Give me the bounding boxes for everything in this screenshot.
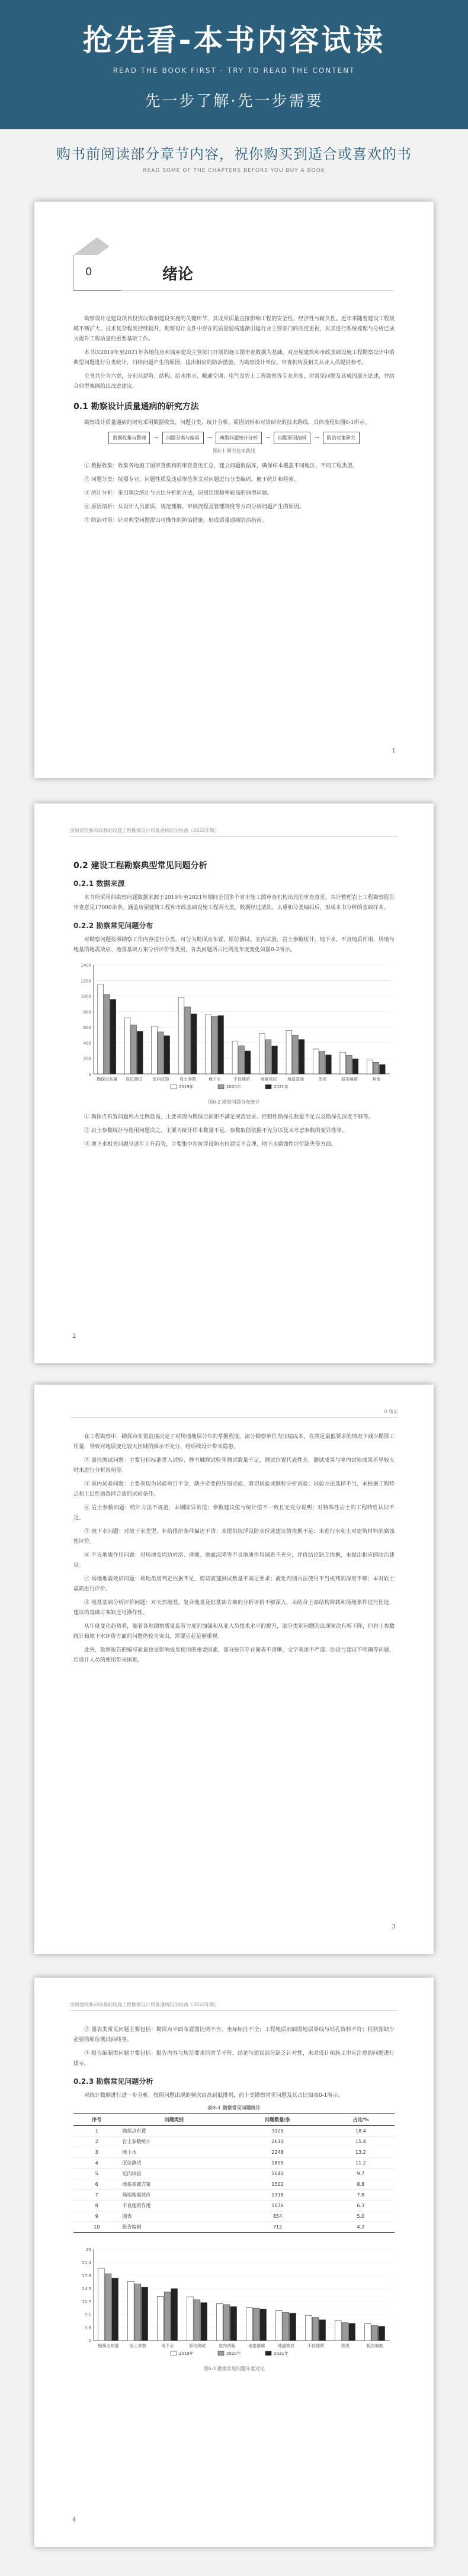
bar [352, 1059, 358, 1074]
y-tick-label: 800 [83, 1009, 91, 1015]
table-cell: 3 [73, 2147, 120, 2158]
x-tick-label: 地基基础 [248, 2344, 265, 2348]
running-head: 房屋建筑和市政基础设施工程勘察设计质量通病防治指南（2022年版） [70, 827, 398, 837]
chart-2-container [73, 2243, 395, 2362]
table-cell: 1640 [228, 2169, 326, 2179]
paragraph: 勘察设计是建设项目投资决策和建设实施的关键环节，其成果质量直接影响工程的安全性、经济性与耐久性。近年来随着建设工程规模不断扩大、技术复杂程度持续提升，勘察设计文件中存在的质量通病逐渐引起行业主管部门的高度重视，对其进行系统梳理与分析已成为提升工程质量的重要基础工作。 [73, 316, 395, 342]
y-tick-label: 1400 [81, 963, 91, 968]
legend-swatch [171, 2351, 177, 2355]
page-number: 2 [72, 1333, 76, 1340]
list-paragraph: ② 岩土参数统计与选用问题次之，主要为统计样本数量不足、参数取值依据不充分以及未考虑参数的变异性等。 [84, 1128, 347, 1134]
preview-banner [0, 0, 468, 129]
bar [211, 1016, 217, 1074]
x-tick-label: 地震效应 [260, 1077, 277, 1082]
table-cell: 11.2 [327, 2158, 395, 2169]
bar [158, 1032, 164, 1074]
bar [259, 1034, 265, 1074]
page4-content [73, 2025, 395, 2379]
flow-step: 防治对策研究 [323, 432, 360, 444]
y-tick-label: 21.4 [82, 2261, 91, 2265]
chapter-title: 绪论 [162, 266, 194, 283]
table-row [73, 2158, 395, 2169]
bar [178, 997, 184, 1074]
intro-text-en: READ SOME OF THE CHAPTERS BEFORE YOU BUY A BOOK [143, 168, 325, 174]
bar [335, 2321, 342, 2341]
table-cell: 7 [73, 2190, 120, 2201]
bar [230, 2307, 237, 2341]
paragraph: 对勘察问题按照勘察工作内容进行分类，可分为勘探点布置、原位测试、室内试验、岩土参数统计、地下水、不良地质作用、场地与地基的地震效应、地基基础方案分析评价等类别，各类问题所占比例及年度变化如图0-2所示。 [73, 937, 395, 953]
table-cell: 6 [73, 2179, 120, 2190]
table-cell: 1 [73, 2126, 120, 2137]
bar [124, 1018, 130, 1074]
paragraph: ③ 报告编制类问题主要包括：报告内容与规范要求的章节不符，结论与建议部分缺乏针对性，未对设计和施工中应注意的问题进行提示。 [73, 2051, 395, 2067]
bar [206, 1015, 211, 1074]
table-row [73, 2169, 395, 2179]
legend-label: 2021年 [274, 2351, 289, 2356]
bar [112, 2278, 118, 2341]
table-cell: 18.4 [327, 2126, 395, 2137]
bar [152, 1026, 158, 1074]
table-cell: 报告编制 [120, 2222, 228, 2233]
figure-caption: 图0-1 研究技术路线 [213, 448, 255, 454]
paragraph: 本书以2019年至2021年各地住房和城乡建设主管部门开展的施工图审查数据为基础，对房屋建筑和市政基础设施工程勘察设计中的典型问题进行分类统计，归纳问题产生的原因，提出相应的防治措施，为勘察设计单位、审查机构及相关从业人员提供参考。 [73, 350, 395, 366]
x-tick-label: 报告编制 [341, 1077, 358, 1082]
bar [232, 1041, 238, 1074]
paragraph: 对统计数据进行进一步分析，按照问题出现的频次由高到低排列，前十类勘察常见问题及其占比如表0-1所示。 [84, 2093, 344, 2099]
bar [373, 1062, 379, 1074]
table-row [73, 2201, 395, 2211]
page-number: 1 [392, 748, 396, 754]
bar [191, 1014, 197, 1074]
bar [171, 2289, 178, 2341]
paragraph: ② 原位测试问题：主要包括标准贯入试验、静力触探试验等测试数量不足，测试位置代表性差，测试成果与室内试验成果差异较大时未进行分析说明等。 [73, 1458, 395, 1474]
table-cell: 5 [73, 2169, 120, 2179]
y-tick-label: 10.7 [82, 2300, 91, 2304]
table-cell: 854 [228, 2211, 326, 2222]
flow-step: 数据收集与整理 [108, 432, 150, 444]
x-tick-label: 图表 [318, 1077, 327, 1082]
x-tick-label: 不良地质 [307, 2344, 324, 2348]
bar [104, 994, 110, 1074]
x-tick-label: 岩土参数 [130, 2344, 146, 2348]
paragraph: ④ 岩土参数问题：统计方法不规范，未剔除异常值；参数建议值与统计值不一致且无充分说明；对特殊性岩土的工程特性认识不足。 [73, 1505, 395, 1521]
paragraph: ⑧ 地基基础分析评价问题：对天然地基、复合地基及桩基础方案的分析评价不够深入，未结合上部结构荷载和场地条件进行比选，建议的基础方案缺乏可操作性。 [73, 1600, 395, 1616]
arrow-right-icon: → [265, 435, 271, 441]
bar [128, 2281, 134, 2341]
paragraph: 全书共分为六章，分别从建筑、结构、给水排水、暖通空调、电气及岩土工程勘察等专业角度，对常见问题及其成因展开论述，并结合典型案例给出改进建议。 [73, 374, 395, 390]
x-tick-label: 勘探点布置 [98, 2344, 119, 2348]
bar [379, 2326, 385, 2341]
book-page-2 [34, 804, 434, 1363]
x-tick-label: 不良地质 [233, 1077, 250, 1082]
bar [246, 2308, 253, 2341]
paragraph: ⑦ 场地地震效应问题：场地类别判定依据不足，剪切波速测试数量不满足要求；液化判别方法使用不当或判别深度不够；未对软土震陷进行评价。 [73, 1576, 395, 1592]
y-tick-label: 1000 [81, 994, 91, 999]
x-tick-label: 其他 [372, 1077, 381, 1082]
bar [194, 2300, 200, 2341]
bar [293, 1035, 299, 1074]
running-head: 房屋建筑和市政基础设施工程勘察设计质量通病防治指南（2022年版） [70, 2001, 398, 2011]
subsection-title: 0.2.3 勘察常见问题分析 [73, 2077, 153, 2086]
y-tick-label: 17.9 [82, 2274, 91, 2278]
chapter-header [73, 237, 393, 302]
list-paragraph: ③ 地下水相关问题呈逐年上升趋势，主要集中在抗浮设防水位建议不合理、地下水腐蚀性评价缺失等方面。 [84, 1142, 336, 1147]
paragraph: ⑥ 不良地质作用问题：对场地及周边岩溶、滑坡、地面沉降等不良地质作用调查不充分，评价结论缺乏依据，未提出相应的防治建议。 [73, 1552, 395, 1568]
intro [0, 142, 468, 174]
bar [313, 1049, 319, 1074]
table-header-cell: 序号 [73, 2114, 120, 2126]
paragraph: ② 图表类常见问题主要包括：勘探点平面布置图比例不当、坐标标注不全；工程地质剖面图地层界线与钻孔资料不符；柱状图缺少必要的原位测试曲线等。 [73, 2027, 395, 2043]
table-cell: 5.0 [327, 2211, 395, 2222]
bar [380, 1064, 386, 1074]
legend-label: 2021年 [274, 1085, 289, 1089]
table-cell: 8.8 [327, 2179, 395, 2190]
section-title: 0.1 勘察设计质量通病的研究方法 [73, 402, 199, 412]
flow-step: 问题原因剖析 [274, 432, 310, 444]
paragraph: ⑤ 地下水问题：对地下水类型、补给排泄条件描述不清；未提供抗浮设防水位或建议值依据不足；未进行水和土对建筑材料的腐蚀性评价。 [73, 1529, 395, 1545]
table-cell: 2248 [228, 2147, 326, 2158]
table-cell: 6.3 [327, 2201, 395, 2211]
book-page-1 [34, 202, 434, 778]
bar [223, 2305, 230, 2341]
section-title: 0.2 建设工程勘察典型常见问题分析 [73, 861, 207, 871]
legend-swatch [265, 2351, 271, 2355]
table-body [73, 2126, 395, 2233]
banner-title: 抢先看-本书内容试读 [82, 23, 386, 58]
banner-subtitle-cn: 先一步了解·先一步需要 [145, 93, 323, 110]
flow-diagram [73, 432, 395, 444]
bar [299, 1040, 304, 1074]
paragraph: 在工程勘察中，勘探点布置直接决定了对场地地层分布的掌握程度。部分勘察单位为压缩成本，在满足最低要求的情况下减少勘探工作量，导致对地层变化较大区域的揭示不充分，给后续设计带来隐患。 [73, 1434, 395, 1450]
table-cell: 1502 [228, 2179, 326, 2190]
table-header-cell: 占比/% [327, 2114, 395, 2126]
table-cell: 岩土参数统计 [120, 2137, 228, 2147]
subsection-title: 0.2.1 数据来源 [73, 879, 125, 888]
legend-label: 2020年 [226, 2351, 241, 2356]
chapter-number-frame [73, 255, 121, 291]
table-cell: 原位测试 [120, 2158, 228, 2169]
bar [347, 1055, 352, 1074]
table-row [73, 2126, 395, 2137]
y-tick-label: 0 [88, 1072, 91, 1077]
bar [265, 1040, 271, 1074]
bar [105, 2274, 111, 2341]
bar [131, 1025, 137, 1074]
table-cell: 13.2 [327, 2147, 395, 2158]
table-cell: 室内试验 [120, 2169, 228, 2179]
bar [283, 2313, 289, 2341]
x-tick-label: 地下水 [209, 1077, 222, 1082]
bar [98, 2268, 105, 2341]
table-cell: 9 [73, 2211, 120, 2222]
x-tick-label: 图表 [341, 2344, 350, 2348]
table-header-row [73, 2114, 395, 2126]
bar [158, 2296, 164, 2341]
bar [340, 1052, 346, 1074]
paragraph: 勘察设计质量通病的研究采用数据收集、问题分类、统计分析、原因剖析和对策研究的技术路线，具体流程如图0-1所示。 [84, 420, 370, 426]
bar [239, 1046, 245, 1074]
y-tick-label: 400 [83, 1041, 91, 1046]
bar [367, 1060, 373, 1074]
table-header-cell: 问题数量/条 [228, 2114, 326, 2126]
legend-label: 2019年 [179, 2351, 194, 2356]
bar [185, 1007, 191, 1074]
figure-caption: 图0-3 勘察常见问题年度对比 [203, 2366, 265, 2371]
table-cell: 15.4 [327, 2137, 395, 2147]
table-cell: 8 [73, 2201, 120, 2211]
bar [218, 1016, 224, 1074]
flow-step: 典型问题统计分析 [216, 432, 262, 444]
y-tick-label: 7.1 [84, 2313, 91, 2317]
table-cell: 10 [73, 2222, 120, 2233]
table-cell: 2 [73, 2137, 120, 2147]
stats-table [73, 2113, 395, 2233]
bar [137, 1031, 143, 1074]
banner-subtitle-en: READ THE BOOK FIRST - TRY TO READ THE CONTENT [113, 66, 355, 75]
table-cell: 地下水 [120, 2147, 228, 2158]
x-tick-label: 原位测试 [126, 1077, 143, 1082]
table-cell: 场地地震效应 [120, 2190, 228, 2201]
table-cell: 1076 [228, 2201, 326, 2211]
bar [312, 2317, 319, 2341]
page1-content [73, 314, 395, 530]
x-tick-label: 勘探点布置 [97, 1077, 118, 1082]
subsection-title: 0.2.2 勘察常见问题分布 [73, 922, 153, 930]
bar [286, 1030, 292, 1074]
table-cell: 2610 [228, 2137, 326, 2147]
table-cell: 7.8 [327, 2190, 395, 2201]
running-head: 0 绪论 [70, 1408, 398, 1418]
bar [164, 1036, 170, 1074]
bar [371, 2326, 378, 2341]
bar [306, 2315, 312, 2341]
table-cell: 不良地质作用 [120, 2201, 228, 2211]
x-tick-label: 地下水 [161, 2344, 174, 2348]
page-number: 4 [72, 2517, 76, 2523]
y-tick-label: 1200 [81, 978, 91, 984]
y-tick-label: 25 [86, 2247, 91, 2252]
bar [365, 2324, 371, 2341]
book-page-4 [34, 1978, 434, 2547]
arrow-right-icon: → [207, 435, 212, 441]
paragraph: 从年度变化趋势看，随着各地勘察质量监管力度的加强和从业人员技术水平的提升，部分类别问题的出现频次有所下降，但岩土参数统计和地下水评价方面的问题仍较为突出，需要引起足够重视。 [73, 1624, 395, 1640]
bar [245, 1051, 251, 1074]
table-cell: 712 [228, 2222, 326, 2233]
page-number: 3 [392, 1924, 396, 1930]
bar [253, 2308, 259, 2341]
table-cell: 4.2 [327, 2222, 395, 2233]
house-icon [73, 237, 121, 255]
bar [319, 1051, 325, 1074]
bar [98, 984, 104, 1074]
bar [201, 2303, 207, 2341]
table-cell: 3125 [228, 2126, 326, 2137]
bar [326, 1055, 332, 1074]
bar [110, 999, 116, 1074]
bar [134, 2284, 141, 2341]
list-paragraph: ④ 原因剖析：从设计人员素质、规范理解、审核流程及管理制度等方面分析问题产生的原因。 [84, 504, 304, 510]
x-tick-label: 室内试验 [219, 2344, 235, 2348]
x-tick-label: 地基基础 [287, 1077, 304, 1082]
y-tick-label: 0 [88, 2339, 91, 2344]
table-row [73, 2211, 395, 2222]
page3-content [73, 1432, 395, 1669]
x-tick-label: 报告编制 [367, 2344, 383, 2348]
x-tick-label: 室内试验 [152, 1077, 169, 1082]
chart-1 [73, 959, 395, 1095]
table-row [73, 2147, 395, 2158]
x-tick-label: 岩土参数 [179, 1077, 197, 1082]
bar [217, 2304, 223, 2341]
paragraph: 本书所采用的勘察问题数据来源于2019年至2021年期间全国多个省市施工图审查机构出具的审查意见，共计整理岩土工程勘察报告审查意见17000余条，涵盖房屋建筑工程和市政基础设施工程两大类。数据经过清洗、去重和分类编码后，形成本书分析的基础样本。 [73, 895, 395, 911]
bar [142, 2287, 148, 2341]
bar [260, 2309, 267, 2341]
chart-1-container [73, 959, 395, 1095]
table-row [73, 2137, 395, 2147]
paragraph: ③ 室内试验问题：主要表现为试验项目不全，缺少必要的压缩试验、剪切试验或颗粒分析试验；试验方法选择不当，未根据工程特点和土层性质选择合适的试验条件。 [73, 1481, 395, 1497]
legend-swatch [218, 2351, 224, 2355]
x-tick-label: 原位测试 [189, 2344, 206, 2348]
arrow-right-icon: → [153, 435, 159, 441]
bar [187, 2297, 194, 2341]
table-row [73, 2222, 395, 2233]
bar [272, 1046, 278, 1074]
chapter-number: 0 [85, 266, 92, 278]
figure-caption: 图0-2 勘察问题分布统计 [208, 1099, 260, 1105]
table-cell: 4 [73, 2158, 120, 2169]
y-tick-label: 200 [83, 1056, 91, 1061]
x-tick-label: 地震效应 [278, 2344, 294, 2348]
paragraph: 此外，勘察报告的编写质量也是影响成果使用的重要因素，部分报告存在图表不清晰、文字表述不严谨、结论与建议不明确等问题，给设计人员的使用带来困难。 [73, 1647, 395, 1663]
list-paragraph: ② 问题分类：按照专业、问题性质及违反规范条文对问题进行分类编码，便于统计和检索。 [84, 477, 299, 483]
bar [276, 2310, 283, 2341]
table-cell: 1318 [228, 2190, 326, 2201]
table-cell: 勘探点布置 [120, 2126, 228, 2137]
bar [342, 2323, 348, 2341]
flow-step: 问题分类与编码 [162, 432, 204, 444]
table-caption: 表0-1 勘察常见问题统计 [207, 2105, 261, 2110]
page2-content [73, 851, 395, 1153]
bar [164, 2292, 171, 2341]
table-header-cell: 问题类别 [120, 2114, 228, 2126]
table-row [73, 2179, 395, 2190]
table-cell: 地基基础方案 [120, 2179, 228, 2190]
table-cell: 1895 [228, 2158, 326, 2169]
bar [290, 2313, 296, 2341]
list-paragraph: ⑤ 防治对策：针对典型问题提出可操作的防治措施，形成质量通病防治指南。 [84, 518, 267, 524]
y-tick-label: 600 [83, 1025, 91, 1031]
legend-label: 2020年 [226, 1085, 241, 1089]
list-paragraph: ① 勘探点布置问题所占比例最高，主要表现为勘探点间距不满足规范要求、控制性勘探孔数量不足以及勘探孔深度不够等。 [84, 1114, 374, 1120]
table-row [73, 2190, 395, 2201]
legend-swatch [265, 1085, 271, 1089]
legend-label: 2019年 [179, 1085, 194, 1089]
legend-swatch [218, 1085, 224, 1089]
chart-2 [73, 2243, 395, 2362]
intro-text: 购书前阅读部分章节内容，祝你购买到适合或喜欢的书 [56, 146, 412, 162]
table-cell: 9.7 [327, 2169, 395, 2179]
legend-swatch [171, 1085, 177, 1089]
list-paragraph: ③ 统计分析：采用频次统计与占比分析的方法，识别出现频率较高的典型问题。 [84, 490, 273, 496]
list-paragraph: ① 数据收集：收集各地施工图审查机构的审查意见汇总，建立问题数据库，确保样本覆盖不同地区、不同工程类型。 [84, 463, 358, 469]
y-tick-label: 3.6 [84, 2326, 91, 2330]
book-page-3 [34, 1385, 434, 1954]
bar [319, 2320, 326, 2341]
bar [349, 2323, 355, 2341]
table-cell: 图表 [120, 2211, 228, 2222]
arrow-right-icon: → [314, 435, 319, 441]
y-tick-label: 14.3 [82, 2287, 91, 2291]
